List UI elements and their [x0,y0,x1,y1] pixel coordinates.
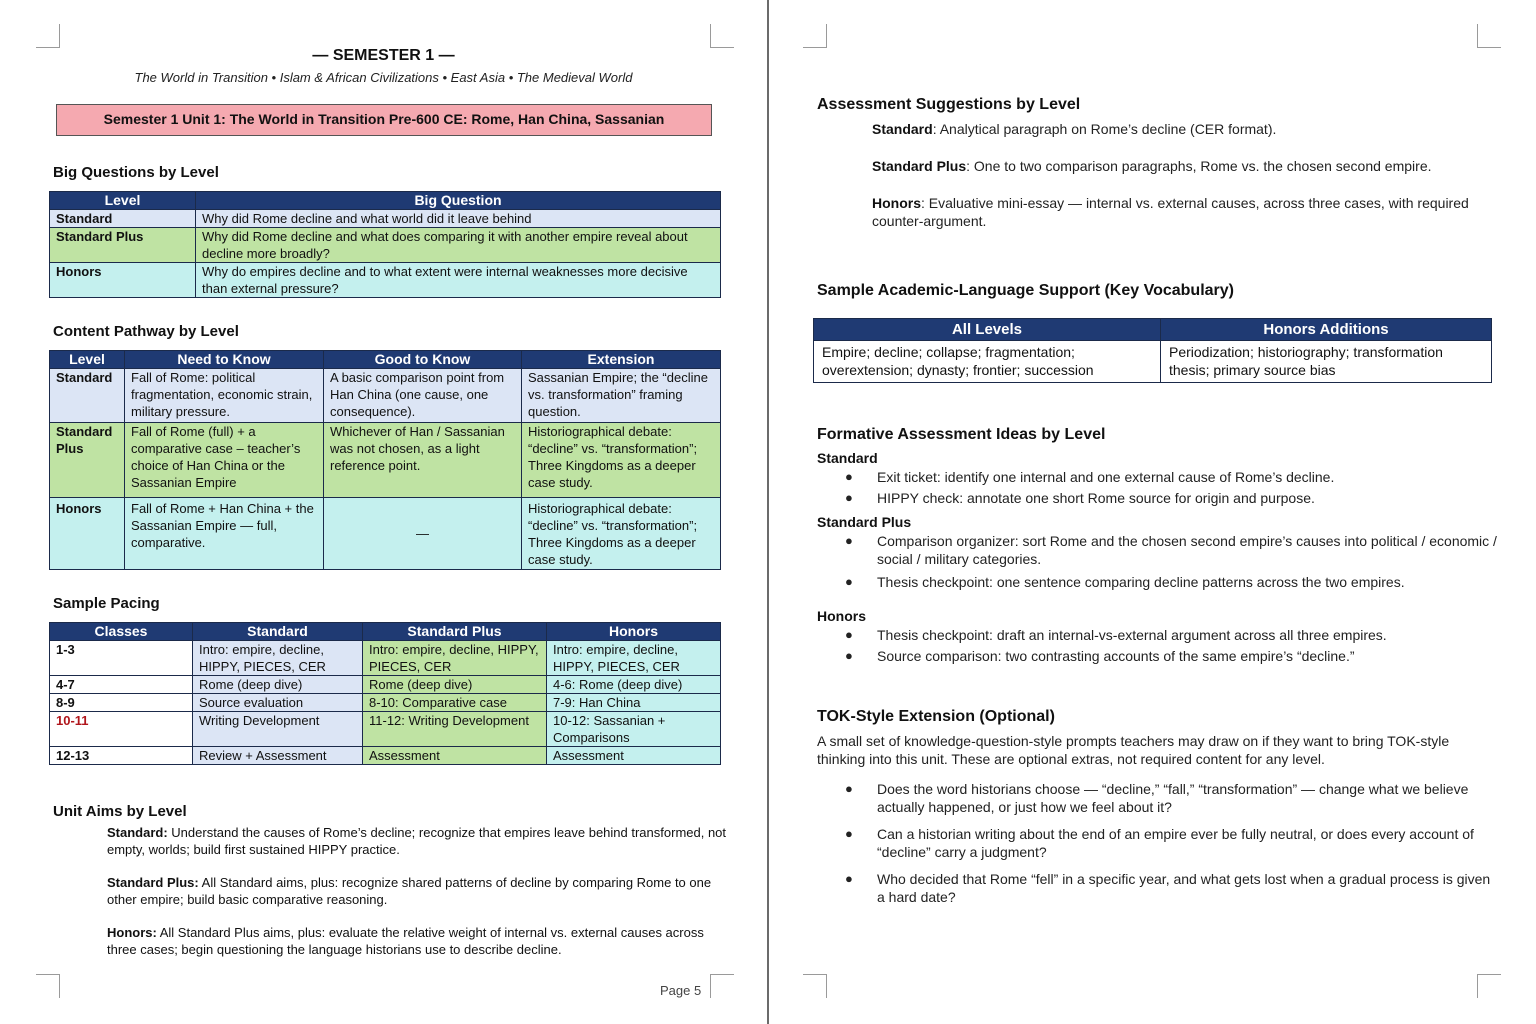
classes-cell: 12-13 [50,747,193,765]
table-row [50,210,721,228]
question-cell: Why did Rome decline and what does comparing it with another empire reveal about decline more broadly? [196,228,721,263]
table-row [50,423,721,498]
bullet-icon: ● [845,490,853,505]
good-cell: Whichever of Han / Sassanian was not chosen, as a light reference point. [324,423,522,498]
assessment-label: Honors [872,195,921,211]
unit-aims-heading: Unit Aims by Level [53,803,187,820]
need-cell: Fall of Rome (full) + a comparative case – teacher’s choice of Han China or the Sassanian Empire [125,423,324,498]
page-5 [0,0,767,1024]
level-cell: Honors [50,263,196,298]
formative-list-standard [817,468,1497,507]
formative-list-standard-plus [817,532,1497,591]
big-questions-table [49,191,721,298]
good-cell: — [324,498,522,570]
standard-cell: Source evaluation [193,694,363,712]
column-header: Big Question [196,192,721,210]
table-row [814,341,1492,383]
standard-plus-cell: Intro: empire, decline, HIPPY, PIECES, CER [363,641,547,676]
crop-mark [803,974,827,998]
good-cell: A basic comparison point from Han China (one cause, one consequence). [324,369,522,423]
assessment-label: Standard [872,121,933,137]
list-item [817,870,1497,906]
assessment-honors [872,194,1492,230]
extension-cell: Historiographical debate: “decline” vs. “transformation”; Three Kingdoms as a deeper case study. [522,423,721,498]
question-cell: Why did Rome decline and what world did it leave behind [196,210,721,228]
big-questions-heading: Big Questions by Level [53,164,219,181]
extension-cell: Sassanian Empire; the “decline vs. transformation” framing question. [522,369,721,423]
unit-aims [107,824,727,974]
bullet-icon: ● [845,648,853,663]
standard-plus-cell: 11-12: Writing Development [363,712,547,747]
aim-standard-plus [107,874,727,908]
content-pathway-heading: Content Pathway by Level [53,323,239,340]
assessment-text: : Analytical paragraph on Rome’s decline (CER format). [932,121,1277,137]
need-cell: Fall of Rome + Han China + the Sassanian Empire — full, comparative. [125,498,324,570]
table-row [50,641,721,676]
table-row [50,228,721,263]
honors-cell: 4-6: Rome (deep dive) [547,676,721,694]
list-item [817,489,1497,507]
bullet-icon: ● [845,781,853,796]
bullet-icon: ● [845,826,853,841]
assessment-text: : One to two comparison paragraphs, Rome vs. the chosen second empire. [966,158,1432,174]
honors-cell: Assessment [547,747,721,765]
aim-text: All Standard Plus aims, plus: evaluate the relative weight of internal vs. external causes across three cases; begin questioning the language historians use to describe decline. [107,925,704,957]
list-item [817,825,1497,861]
list-item [817,780,1497,816]
list-item [817,573,1497,591]
crop-mark [1477,24,1501,48]
column-header: Honors Additions [1161,319,1492,341]
level-cell: Standard Plus [50,228,196,263]
classes-cell: 10-11 [50,712,193,747]
list-item [817,468,1497,486]
column-header: Need to Know [125,351,324,369]
aim-label: Standard: [107,825,168,840]
crop-mark [710,974,734,998]
honors-cell: Intro: empire, decline, HIPPY, PIECES, CER [547,641,721,676]
assessment-standard [872,120,1492,138]
content-pathway-table [49,350,721,570]
assessment-heading: Assessment Suggestions by Level [817,96,1081,113]
standard-cell: Intro: empire, decline, HIPPY, PIECES, CER [193,641,363,676]
table-row [50,498,721,570]
table-row [50,369,721,423]
vocab-heading: Sample Academic-Language Support (Key Vocabulary) [817,282,1234,299]
crop-mark [36,24,60,48]
list-item-text: Who decided that Rome “fell” in a specific year, and what gets lost when a gradual process is given a hard date? [877,871,1491,905]
level-cell: Standard [50,210,196,228]
level-cell: Standard Plus [50,423,125,498]
formative-group-label: Standard [817,450,878,466]
aim-text: Understand the causes of Rome’s decline; recognize that empires leave behind transformed, not empty, worlds; build first sustained HIPPY practice. [107,825,727,857]
crop-mark [710,24,734,48]
all-levels-cell: Empire; decline; collapse; fragmentation; overextension; dynasty; frontier; succession [814,341,1161,383]
sample-pacing-heading: Sample Pacing [53,595,160,612]
honors-cell: 10-12: Sassanian + Comparisons [547,712,721,747]
bullet-icon: ● [845,574,853,589]
standard-cell: Review + Assessment [193,747,363,765]
table-row [50,676,721,694]
table-row [50,712,721,747]
classes-cell: 4-7 [50,676,193,694]
assessment-label: Standard Plus [872,158,967,174]
formative-group-label: Standard Plus [817,514,912,530]
level-cell: Standard [50,369,125,423]
column-header: Classes [50,623,193,641]
formative-heading: Formative Assessment Ideas by Level [817,426,1106,443]
standard-plus-cell: Assessment [363,747,547,765]
standard-plus-cell: Rome (deep dive) [363,676,547,694]
list-item-text: Thesis checkpoint: draft an internal-vs-external argument across all three empires. [877,627,1387,643]
list-item-text: Comparison organizer: sort Rome and the chosen second empire’s causes into political / economic / social / military categories. [877,533,1497,567]
aim-text: All Standard aims, plus: recognize shared patterns of decline by comparing Rome to one other empire; build basic comparative reasoning. [107,875,712,907]
tok-heading: TOK-Style Extension (Optional) [817,708,1055,725]
bullet-icon: ● [845,469,853,484]
sample-pacing-table [49,622,721,765]
crop-mark [1477,974,1501,998]
list-item [817,647,1497,665]
need-cell: Fall of Rome: political fragmentation, economic strain, military pressure. [125,369,324,423]
list-item [817,626,1497,644]
list-item-text: HIPPY check: annotate one short Rome source for origin and purpose. [877,490,1315,506]
list-item-text: Does the word historians choose — “decline,” “fall,” “transformation” — change what we believe actually happened, or just how we feel about it? [877,781,1469,815]
aim-honors [107,924,727,958]
assessment-standard-plus [872,157,1492,175]
assessment-text: : Evaluative mini-essay — internal vs. external causes, across three cases, with required counter-argument. [872,195,1469,229]
aim-standard [107,824,727,858]
standard-cell: Writing Development [193,712,363,747]
bullet-icon: ● [845,533,853,548]
level-cell: Honors [50,498,125,570]
aim-label: Honors: [107,925,157,940]
table-row [50,263,721,298]
standard-plus-cell: 8-10: Comparative case [363,694,547,712]
column-header: Standard Plus [363,623,547,641]
column-header: Honors [547,623,721,641]
list-item-text: Source comparison: two contrasting accounts of the same empire’s “decline.” [877,648,1355,664]
column-header: All Levels [814,319,1161,341]
column-header: Good to Know [324,351,522,369]
aim-label: Standard Plus: [107,875,199,890]
list-item [817,532,1497,568]
tok-intro: A small set of knowledge-question-style prompts teachers may draw on if they want to bring TOK-style thinking into this unit. These are optional extras, not required content for any level. [817,733,1450,767]
column-header: Standard [193,623,363,641]
list-item-text: Thesis checkpoint: one sentence comparing decline patterns across the two empires. [877,574,1405,590]
table-row [50,747,721,765]
classes-cell: 8-9 [50,694,193,712]
honors-additions-cell: Periodization; historiography; transformation thesis; primary source bias [1161,341,1492,383]
column-header: Level [50,192,196,210]
column-header: Level [50,351,125,369]
vocab-table [813,318,1492,383]
extension-cell: Historiographical debate: “decline” vs. “transformation”; Three Kingdoms as a deeper case study. [522,498,721,570]
list-item-text: Can a historian writing about the end of an empire ever be fully neutral, or does every account of “decline” carry a judgment? [877,826,1474,860]
semester-title: — SEMESTER 1 — [312,47,455,64]
formative-group-label: Honors [817,608,866,624]
crop-mark [36,974,60,998]
bullet-icon: ● [845,871,853,886]
semester-subtitle: The World in Transition • Islam & African Civilizations • East Asia • The Medieval World [134,70,633,85]
honors-cell: 7-9: Han China [547,694,721,712]
table-row [50,694,721,712]
question-cell: Why do empires decline and to what extent were internal weaknesses more decisive than external pressure? [196,263,721,298]
tok-prompts-list [817,780,1497,906]
page-number: Page 5 [660,983,702,998]
unit-banner: Semester 1 Unit 1: The World in Transition Pre-600 CE: Rome, Han China, Sassanian [56,104,712,136]
column-header: Extension [522,351,721,369]
classes-cell: 1-3 [50,641,193,676]
formative-list-honors [817,626,1497,665]
list-item-text: Exit ticket: identify one internal and one external cause of Rome’s decline. [877,469,1335,485]
bullet-icon: ● [845,627,853,642]
standard-cell: Rome (deep dive) [193,676,363,694]
page-6 [769,0,1536,1024]
crop-mark [803,24,827,48]
